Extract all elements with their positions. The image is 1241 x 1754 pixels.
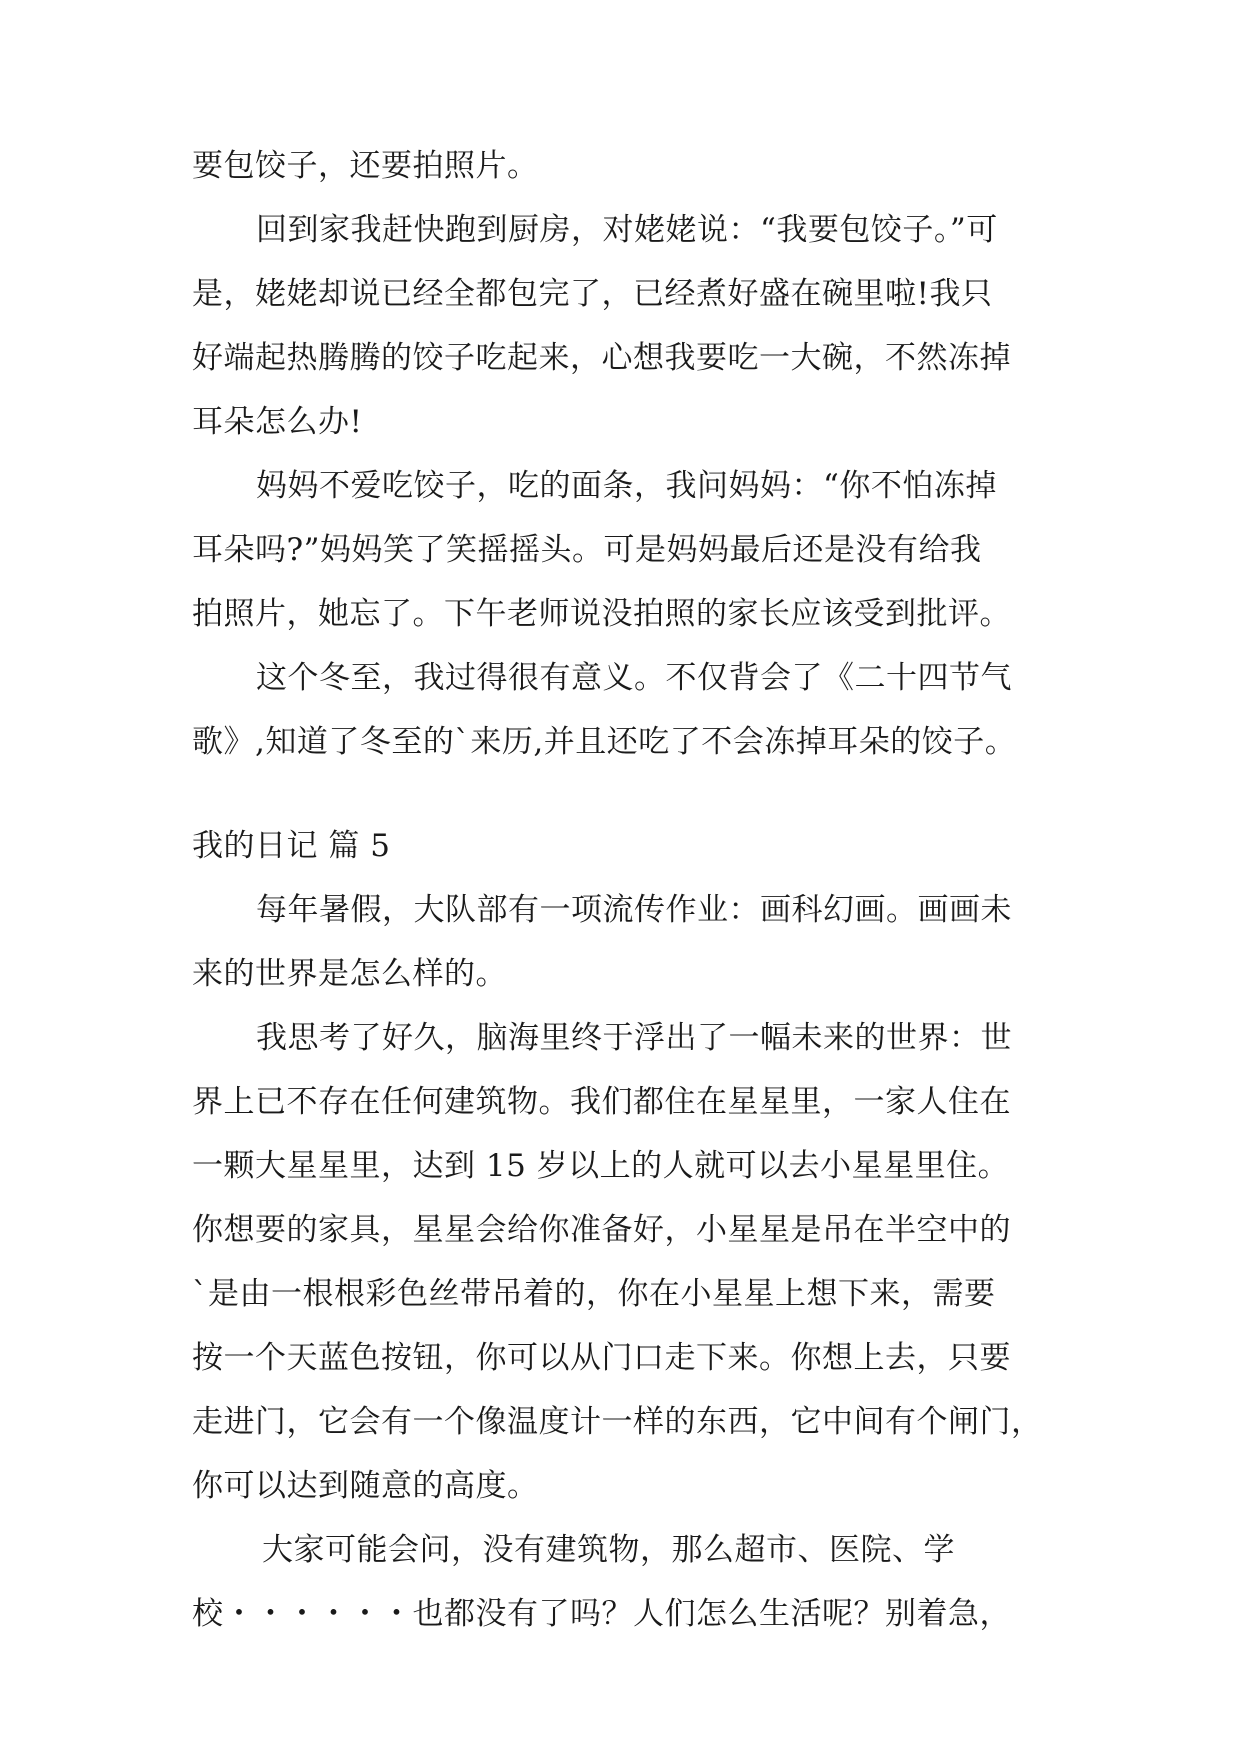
paragraph-line: 一颗大星星里，达到 15 岁以上的人就可以去小星星里住。 <box>192 1148 1010 1184</box>
paragraph-line: 大家可能会问，没有建筑物，那么超市、医院、学 <box>262 1532 955 1568</box>
paragraph-line: 按一个天蓝色按钮，你可以从门口走下来。你想上去，只要 <box>192 1340 1011 1376</box>
paragraph-line: 每年暑假，大队部有一项流传作业：画科幻画。画画未 <box>256 892 1012 928</box>
paragraph-line: 我思考了好久，脑海里终于浮出了一幅未来的世界：世 <box>256 1020 1012 1056</box>
paragraph-line: 回到家我赶快跑到厨房，对姥姥说：“我要包饺子。”可 <box>256 212 998 248</box>
paragraph-line: 你可以达到随意的高度。 <box>192 1468 539 1504</box>
paragraph-line: 妈妈不爱吃饺子，吃的面条，我问妈妈：“你不怕冻掉 <box>256 468 997 504</box>
paragraph-line: 走进门，它会有一个像温度计一样的东西，它中间有个闸门， <box>192 1404 1043 1440</box>
paragraph-line: 界上已不存在任何建筑物。我们都住在星星里，一家人住在 <box>192 1084 1011 1120</box>
paragraph-line: 耳朵怎么办! <box>192 404 363 440</box>
paragraph-line: 来的世界是怎么样的。 <box>192 956 507 992</box>
paragraph-line: 你想要的家具，星星会给你准备好，小星星是吊在半空中的 <box>192 1212 1011 1248</box>
paragraph-line: 这个冬至，我过得很有意义。不仅背会了《二十四节气 <box>256 660 1012 696</box>
paragraph-line: 是，姥姥却说已经全都包完了，已经煮好盛在碗里啦!我只 <box>192 276 993 312</box>
section-heading: 我的日记 篇 5 <box>192 828 391 864</box>
paragraph-line: 歌》,知道了冬至的`来历,并且还吃了不会冻掉耳朵的饺子。 <box>192 724 1017 760</box>
paragraph-line: 好端起热腾腾的饺子吃起来，心想我要吃一大碗，不然冻掉 <box>192 340 1011 376</box>
paragraph-line: 校・・・・・・也都没有了吗？人们怎么生活呢？别着急， <box>192 1596 1011 1632</box>
paragraph-line: `是由一根根彩色丝带吊着的，你在小星星上想下来，需要 <box>192 1276 996 1312</box>
paragraph-line: 拍照片，她忘了。下午老师说没拍照的家长应该受到批评。 <box>192 596 1011 632</box>
paragraph-line: 要包饺子，还要拍照片。 <box>192 148 539 184</box>
paragraph-line: 耳朵吗?”妈妈笑了笑摇摇头。可是妈妈最后还是没有给我 <box>192 532 982 568</box>
